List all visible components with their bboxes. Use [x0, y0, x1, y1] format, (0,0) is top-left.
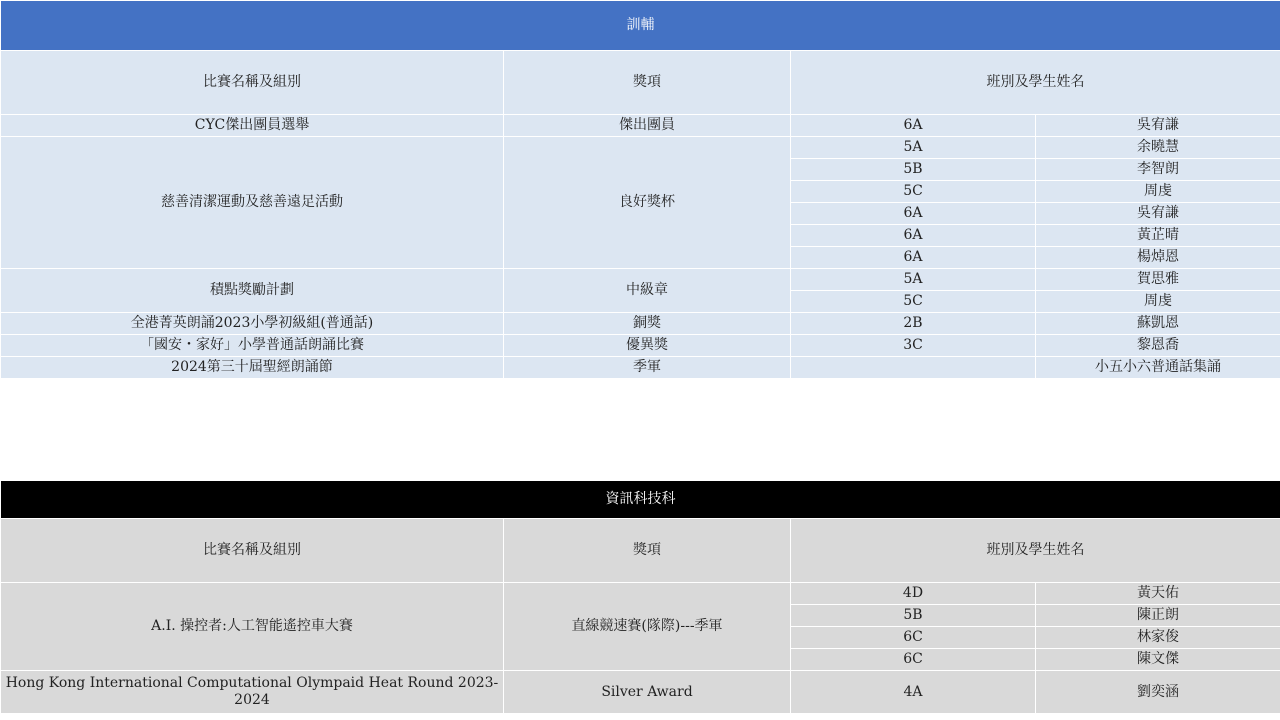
student-name-cell: 李智朗: [1036, 159, 1280, 181]
student-name-cell: 小五小六普通話集誦: [1036, 357, 1280, 379]
header-students: 班別及學生姓名: [791, 51, 1280, 115]
student-name-cell: 吳宥謙: [1036, 203, 1280, 225]
class-cell: 5B: [791, 159, 1036, 181]
class-cell: 5A: [791, 269, 1036, 291]
competition-cell: CYC傑出團員選舉: [1, 115, 504, 137]
award-cell: 優異獎: [504, 335, 791, 357]
competition-cell: 2024第三十屆聖經朗誦節: [1, 357, 504, 379]
student-name-cell: 蘇凱恩: [1036, 313, 1280, 335]
award-cell: 傑出團員: [504, 115, 791, 137]
competition-cell: 全港菁英朗誦2023小學初級組(普通話): [1, 313, 504, 335]
class-cell: 4A: [791, 671, 1036, 714]
class-cell: 5C: [791, 181, 1036, 203]
student-name-cell: 黃芷晴: [1036, 225, 1280, 247]
class-cell: 6A: [791, 247, 1036, 269]
header-students: 班別及學生姓名: [791, 519, 1280, 583]
competition-cell: Hong Kong International Computational Olympaid Heat Round 2023-2024: [1, 671, 504, 714]
award-cell: 中級章: [504, 269, 791, 313]
header-competition: 比賽名稱及組別: [1, 51, 504, 115]
class-cell: 6A: [791, 115, 1036, 137]
award-cell: 良好獎杯: [504, 137, 791, 269]
class-cell: 5C: [791, 291, 1036, 313]
class-cell: 6C: [791, 649, 1036, 671]
student-name-cell: 陳正朗: [1036, 605, 1280, 627]
student-name-cell: 楊焯恩: [1036, 247, 1280, 269]
section-title: 訓輔: [1, 1, 1280, 51]
class-cell: 6A: [791, 203, 1036, 225]
competition-cell: 「國安・家好」小學普通話朗誦比賽: [1, 335, 504, 357]
class-cell: 2B: [791, 313, 1036, 335]
award-cell: 直線競速賽(隊際)---季軍: [504, 583, 791, 671]
student-name-cell: 賀思雅: [1036, 269, 1280, 291]
class-cell: 3C: [791, 335, 1036, 357]
class-cell: 4D: [791, 583, 1036, 605]
class-cell: 6C: [791, 627, 1036, 649]
award-cell: 銅獎: [504, 313, 791, 335]
student-name-cell: 劉奕涵: [1036, 671, 1280, 714]
section-title: 資訊科技科: [1, 481, 1280, 519]
award-cell: Silver Award: [504, 671, 791, 714]
student-name-cell: 余曉慧: [1036, 137, 1280, 159]
student-name-cell: 林家俊: [1036, 627, 1280, 649]
class-cell: 5B: [791, 605, 1036, 627]
student-name-cell: 黎恩喬: [1036, 335, 1280, 357]
header-award: 獎項: [504, 51, 791, 115]
header-award: 獎項: [504, 519, 791, 583]
it-awards-table: [0, 480, 1280, 714]
student-name-cell: 周虔: [1036, 181, 1280, 203]
student-name-cell: 周虔: [1036, 291, 1280, 313]
competition-cell: 慈善清潔運動及慈善遠足活動: [1, 137, 504, 269]
student-name-cell: 陳文傑: [1036, 649, 1280, 671]
student-name-cell: 吳宥謙: [1036, 115, 1280, 137]
class-cell: 5A: [791, 137, 1036, 159]
class-cell: 6A: [791, 225, 1036, 247]
class-cell: [791, 357, 1036, 379]
competition-cell: A.I. 操控者:人工智能遙控車大賽: [1, 583, 504, 671]
competition-cell: 積點獎勵計劃: [1, 269, 504, 313]
header-competition: 比賽名稱及組別: [1, 519, 504, 583]
award-cell: 季軍: [504, 357, 791, 379]
student-name-cell: 黃天佑: [1036, 583, 1280, 605]
